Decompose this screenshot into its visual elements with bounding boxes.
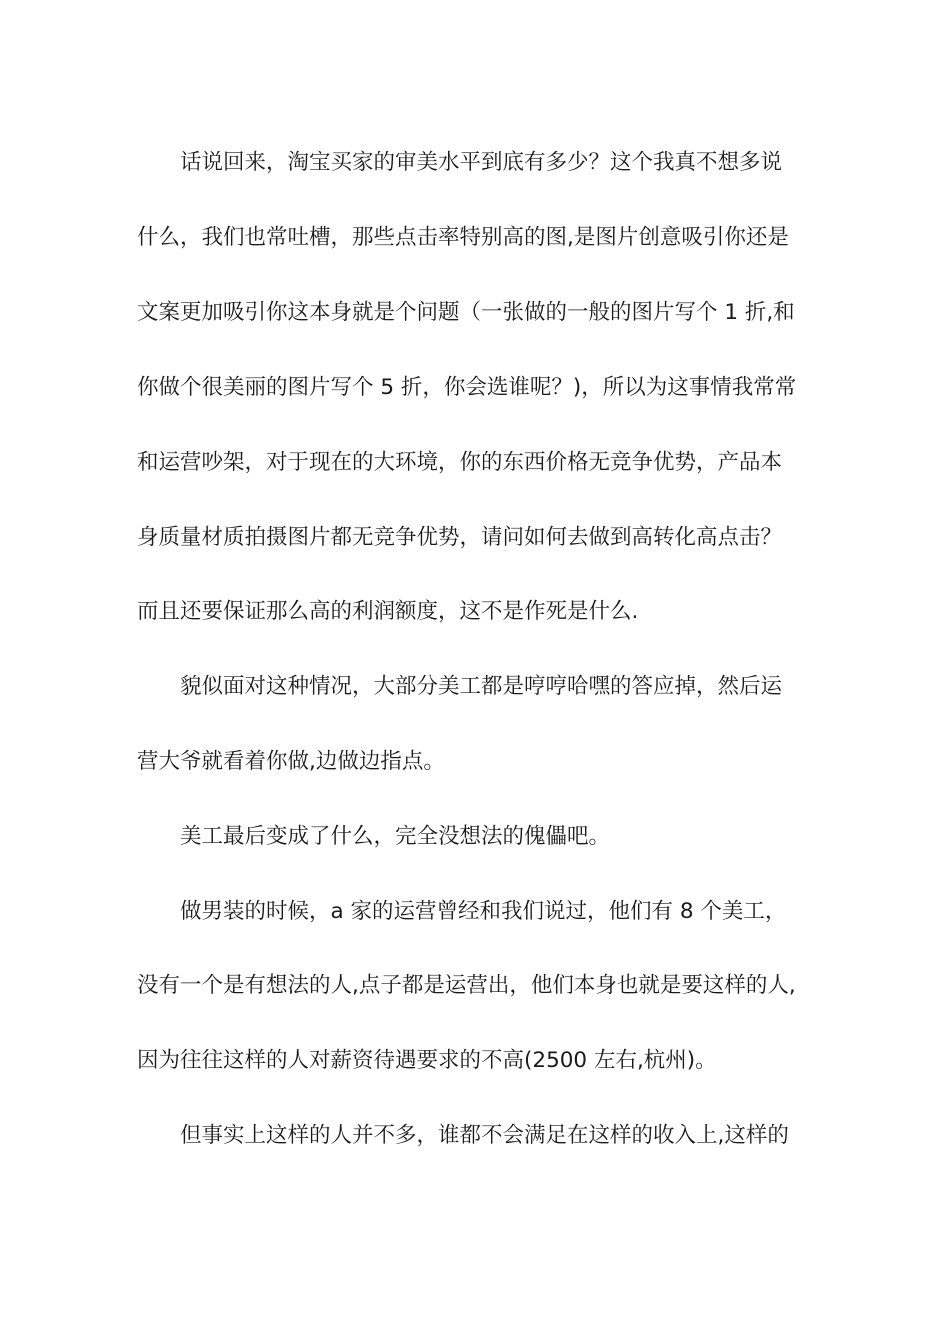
text-line: 身质量材质拍摄图片都无竞争优势，请问如何去做到高转化高点击？ (137, 525, 783, 550)
text-line: 美工最后变成了什么，完全没想法的傀儡吧。 (180, 824, 611, 849)
text-line: 什么，我们也常吐槽，那些点击率特别高的图,是图片创意吸引你还是 (137, 225, 789, 250)
text-line: 因为往往这样的人对薪资待遇要求的不高(2500 左右,杭州)。 (137, 1048, 717, 1073)
text-line: 话说回来，淘宝买家的审美水平到底有多少？这个我真不想多说 (180, 150, 783, 175)
text-line: 貌似面对这种情况，大部分美工都是哼哼哈嘿的答应掉，然后运 (180, 674, 783, 699)
text-line: 和运营吵架，对于现在的大环境，你的东西价格无竞争优势，产品本 (137, 450, 783, 475)
text-line: 没有一个是有想法的人,点子都是运营出，他们本身也就是要这样的人, (137, 973, 796, 998)
text-line: 而且还要保证那么高的利润额度，这不是作死是什么. (137, 599, 639, 624)
text-line: 但事实上这样的人并不多，谁都不会满足在这样的收入上,这样的 (180, 1123, 789, 1148)
text-line: 营大爷就看着你做,边做边指点。 (137, 749, 445, 774)
text-line: 你做个很美丽的图片写个 5 折，你会选谁呢？)，所以为这事情我常常 (137, 375, 797, 400)
text-line: 做男装的时候，a 家的运营曾经和我们说过，他们有 8 个美工， (180, 899, 787, 924)
text-line: 文案更加吸引你这本身就是个问题（一张做的一般的图片写个 1 折,和 (137, 300, 795, 325)
